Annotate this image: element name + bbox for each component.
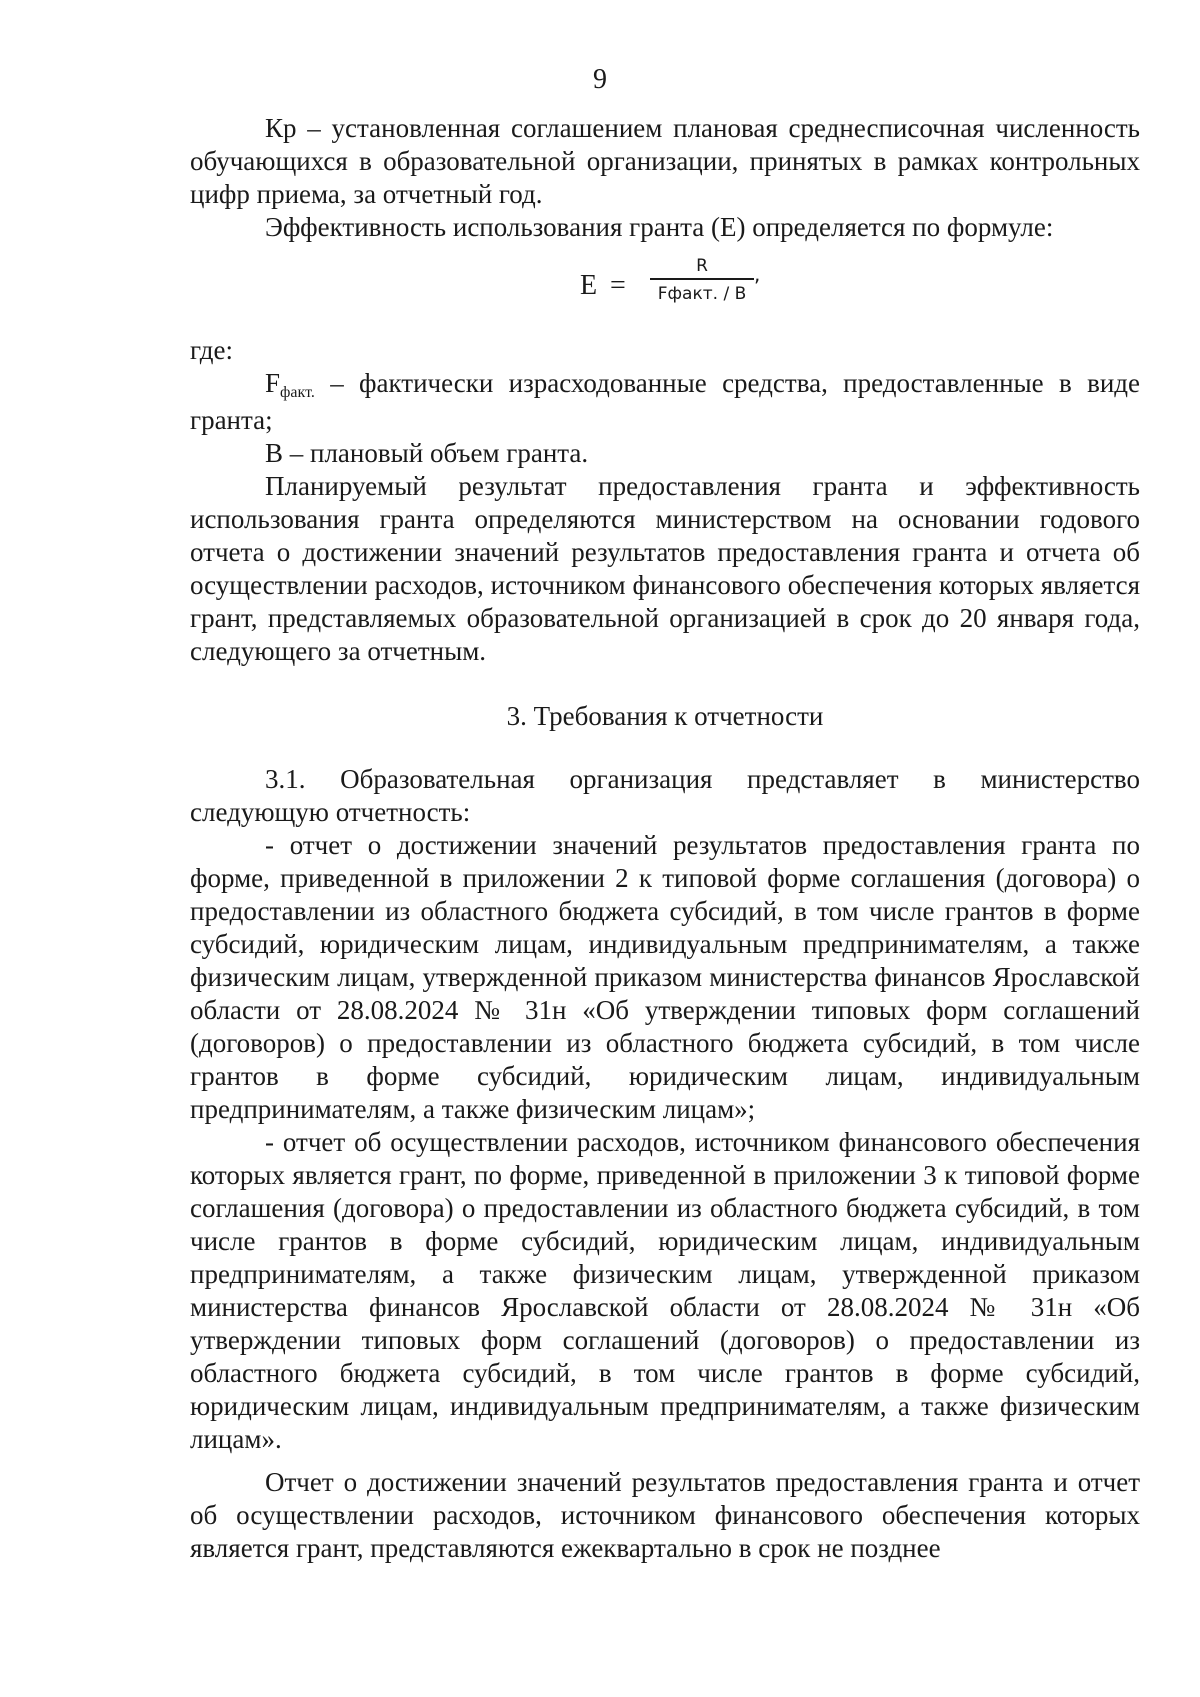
formula-comma: , (754, 262, 761, 286)
list-item-report-results: - отчет о достижении значений результатов предоставления гранта по форме, приведенной в приложении 2 к типовой форме соглашения (договора) о предоставлении из областного бюджета субсидий, в том числе грантов в форме субсидий, юридическим лицам, индивидуальным предпринимателям, а также физическим лицам, утвержденной приказом министерства финансов Ярославской области от 28.08.2024 № 31н «Об утверждении типовых форм соглашений (договоров) о предоставлении из областного бюджета субсидий, в том числе грантов в форме субсидий, юридическим лицам, индивидуальным предпринимателям, а также физическим лицам»; (190, 830, 1140, 1124)
formula-lhs: E (580, 270, 598, 301)
formula-equals: = (610, 270, 626, 301)
f-fact-text: – фактически израсходованные средства, предоставленные в виде гранта; (190, 368, 1140, 435)
formula-numerator: R (696, 256, 708, 276)
efficiency-formula (190, 246, 1140, 334)
paragraph-planned-result: Планируемый результат предоставления гранта и эффективность использования гранта определяются министерством на основании годового отчета о достижении значений результатов предоставления гранта и отчета об осуществлении расходов, источником финансового обеспечения которых является грант, представляемых образовательной организацией в срок до 20 января года, следующего за отчетным. (190, 471, 1140, 666)
paragraph-final: Отчет о достижении значений результатов предоставления гранта и отчет об осуществлении расходов, источником финансового обеспечения которых является грант, представляются ежеквартально в срок не позднее (190, 1467, 1140, 1563)
f-fact-symbol: F (265, 368, 281, 398)
page-number: 9 (593, 64, 607, 95)
paragraph-where: где: (190, 335, 233, 365)
paragraph-3-1: 3.1. Образовательная организация представляет в министерство следующую отчетность: (190, 764, 1140, 827)
paragraph-efficiency-intro: Эффективность использования гранта (Е) определяется по формуле: (265, 212, 1054, 242)
f-fact-subscript: факт. (280, 384, 315, 401)
page-body (190, 112, 1140, 1565)
paragraph-b-definition: В – плановый объем гранта. (265, 438, 589, 468)
paragraph-f-fact-definition (190, 367, 1140, 437)
formula-denominator: Fфакт. / B (657, 284, 747, 304)
section-heading: 3. Требования к отчетности (506, 701, 824, 731)
formula-fraction (650, 256, 754, 304)
paragraph-kr-definition: Кр – установленная соглашением плановая среднесписочная численность обучающихся в образовательной организации, принятых в рамках контрольных цифр приема, за отчетный год. (190, 113, 1140, 209)
list-item-report-expenses: - отчет об осуществлении расходов, источником финансового обеспечения которых является грант, по форме, приведенной в приложении 3 к типовой форме соглашения (договора) о предоставлении из областного бюджета субсидий, в том числе грантов в форме субсидий, юридическим лицам, индивидуальным предпринимателям, а также физическим лицам, утвержденной приказом министерства финансов Ярославской области от 28.08.2024 № 31н «Об утверждении типовых форм соглашений (договоров) о предоставлении из областного бюджета субсидий, в том числе грантов в форме субсидий, юридическим лицам, индивидуальным предпринимателям, а также физическим лицам». (190, 1127, 1140, 1454)
fraction-bar (650, 278, 754, 280)
